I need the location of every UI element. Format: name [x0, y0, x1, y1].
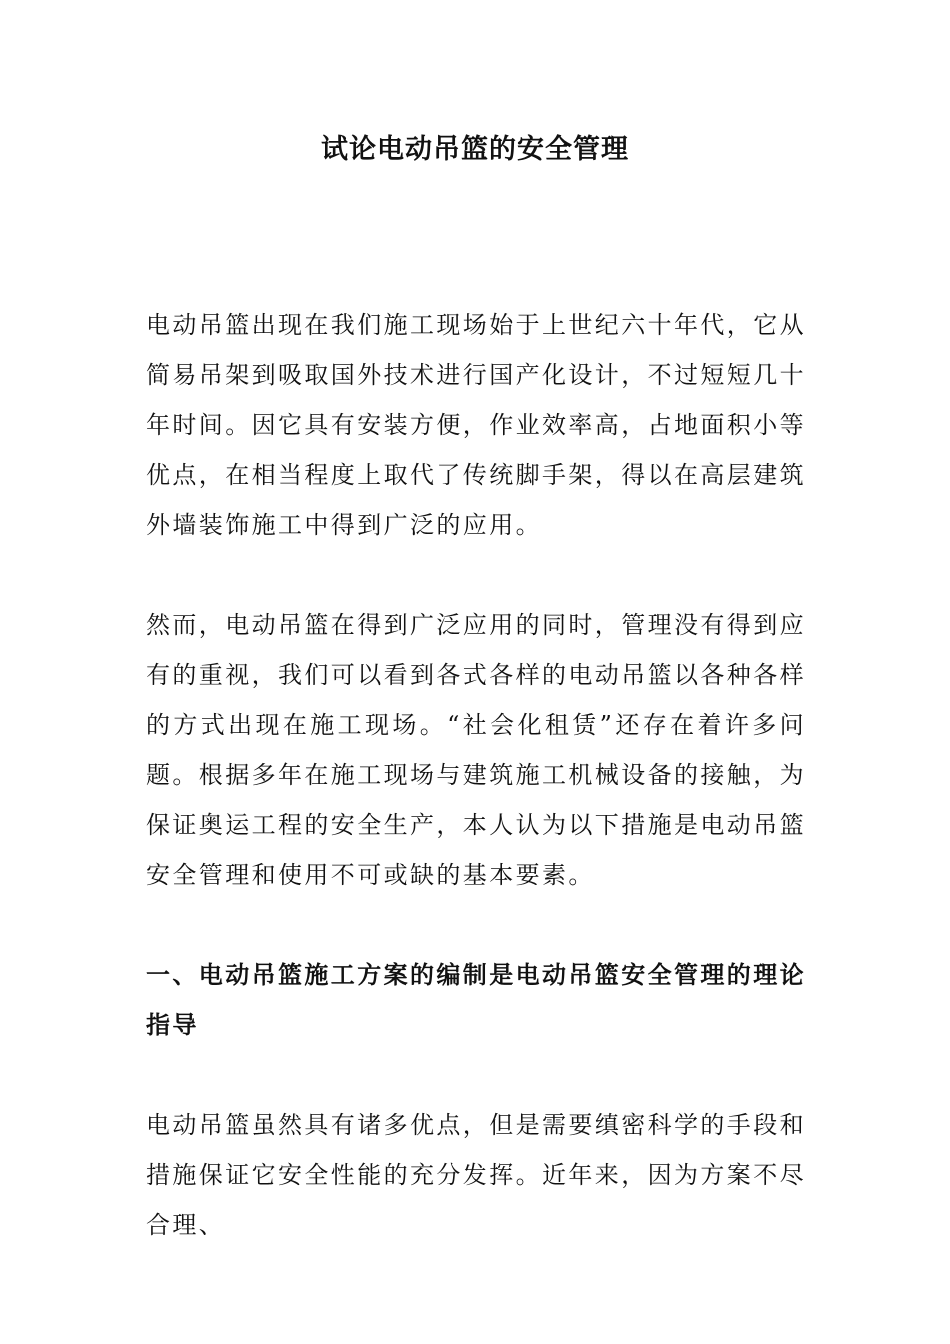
- section-1-paragraph: 电动吊篮虽然具有诸多优点，但是需要缜密科学的手段和措施保证它安全性能的充分发挥。近年来，因为方案不尽合理、: [146, 1111, 806, 1239]
- document-title: 试论电动吊篮的安全管理: [321, 134, 629, 165]
- intro-paragraph: 电动吊篮出现在我们施工现场始于上世纪六十年代，它从简易吊架到吸取国外技术进行国产化设计，不过短短几十年时间。因它具有安装方便，作业效率高，占地面积小等优点，在相当程度上取代了传统脚手架，得以在高层建筑外墙装饰施工中得到广泛的应用。: [146, 311, 806, 539]
- document-body: [146, 300, 806, 1250]
- problem-paragraph: 然而，电动吊篮在得到广泛应用的同时，管理没有得到应有的重视，我们可以看到各式各样的电动吊篮以各种各样的方式出现在施工现场。“社会化租赁”还存在着许多问题。根据多年在施工现场与建筑施工机械设备的接触，为保证奥运工程的安全生产，本人认为以下措施是电动吊篮安全管理和使用不可或缺的基本要素。: [146, 611, 806, 889]
- section-1-heading: 一、电动吊篮施工方案的编制是电动吊篮安全管理的理论指导: [146, 961, 806, 1039]
